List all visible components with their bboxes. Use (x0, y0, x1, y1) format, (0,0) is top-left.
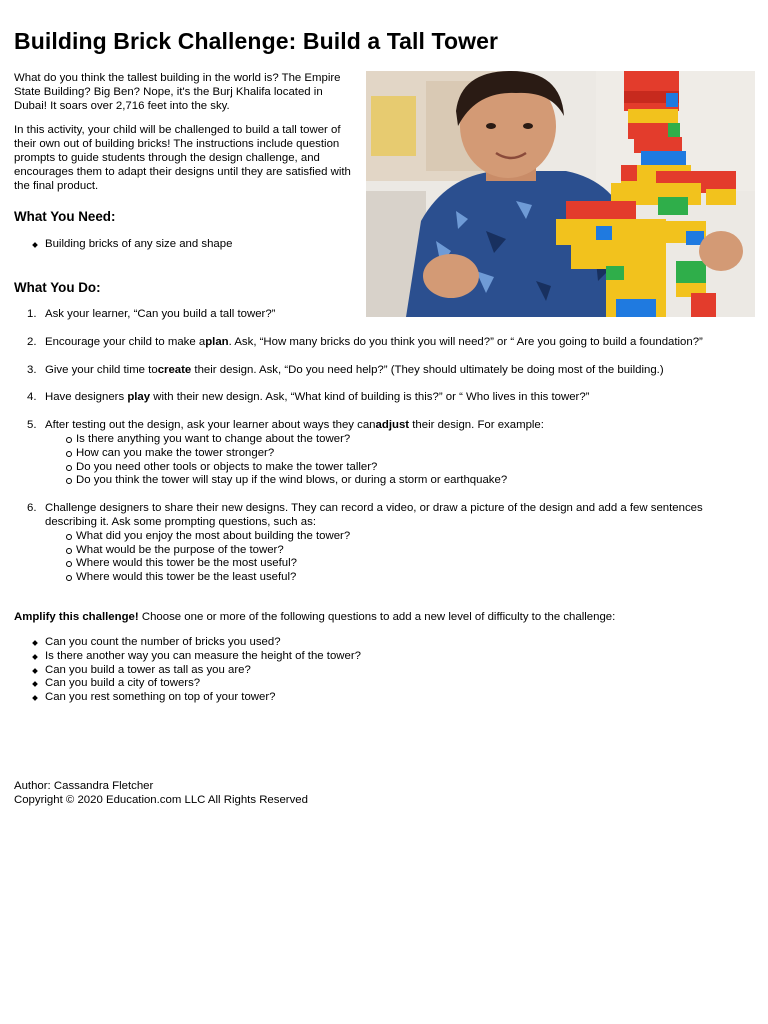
intro-section (14, 72, 354, 204)
step-text-cont: their design. Ask, “Do you need help?” (They should ultimately be doing most of the building.) (191, 363, 664, 376)
step-text: Encourage your child to make a (45, 335, 206, 348)
step-text: Give your child time to (45, 363, 158, 376)
amplify-paragraph (14, 611, 615, 625)
step-text-cont: their design. For example: (409, 419, 544, 432)
step-text-cont: with their new design. Ask, “What kind of building is this?” or “ Who lives in this tower?” (150, 391, 590, 404)
list-item: Can you rest something on top of your tower? (45, 691, 361, 705)
list-item: Can you build a city of towers? (45, 677, 361, 691)
amplify-label: Amplify this challenge! (14, 611, 139, 623)
sub-question-list (45, 433, 745, 488)
list-item: Can you count the number of bricks you used? (45, 636, 361, 650)
list-item: Where would this tower be the least useful? (76, 571, 745, 585)
step-item (27, 391, 745, 405)
step-item (27, 363, 745, 378)
step-item (27, 502, 745, 585)
step-keyword: plan (205, 335, 229, 348)
author-line: Author: Cassandra Fletcher (14, 780, 154, 792)
materials-list (45, 238, 232, 252)
step-item (27, 308, 745, 322)
list-item: What would be the purpose of the tower? (76, 544, 745, 558)
step-item (27, 419, 745, 488)
step-number: 5. (27, 419, 37, 432)
step-number: 1. (27, 308, 37, 320)
what-you-need-heading: What You Need: (14, 209, 116, 224)
step-number: 6. (27, 502, 37, 515)
step-text: Have designers (45, 391, 128, 404)
page-title: Building Brick Challenge: Build a Tall Tower (14, 28, 499, 54)
what-you-do-heading: What You Do: (14, 280, 101, 295)
list-item: How can you make the tower stronger? (76, 447, 745, 461)
intro-paragraph-1: What do you think the tallest building in the world is? The Empire State Building? Big Ben? Nope, it's the Burj Khalifa located in Dubai! It soars over 2,716 feet into the sky. (14, 72, 341, 112)
list-item: What did you enjoy the most about building the tower? (76, 530, 745, 544)
step-keyword: adjust (375, 419, 410, 432)
step-number: 2. (27, 335, 37, 348)
amplify-list (45, 636, 361, 705)
step-text-cont: . Ask, “How many bricks do you think you will need?” or “ Are you going to build a foundation?” (228, 335, 703, 348)
list-item: Do you need other tools or objects to make the tower taller? (76, 461, 745, 475)
step-keyword: play (127, 391, 151, 404)
list-item: Is there anything you want to change about the tower? (76, 433, 745, 447)
step-item (27, 335, 745, 350)
step-text: Challenge designers to share their new designs. They can record a video, or draw a picture of the design and add a few sentences describing it. Ask some prompting questions, such as: (45, 502, 703, 528)
list-item: Do you think the tower will stay up if the wind blows, or during a storm or earthquake? (76, 474, 745, 488)
step-number: 4. (27, 391, 37, 404)
amplify-text: Choose one or more of the following questions to add a new level of difficulty to the challenge: (138, 611, 616, 623)
list-item: Building bricks of any size and shape (45, 238, 233, 250)
step-number: 3. (27, 363, 37, 376)
copyright-line: Copyright © 2020 Education.com LLC All Rights Reserved (14, 794, 308, 806)
step-keyword: create (157, 363, 192, 376)
sub-question-list (45, 530, 745, 585)
steps-list (27, 308, 745, 599)
footer (14, 779, 308, 807)
list-item: Where would this tower be the most useful? (76, 557, 745, 571)
intro-paragraph-2: In this activity, your child will be challenged to build a tall tower of their own out of building bricks! The instructions include question prompts to guide students through the design challenge, and encourages them to adapt their designs until they are satisfied with the final product. (14, 124, 351, 192)
list-item: Can you build a tower as tall as you are? (45, 664, 361, 678)
child-building-tower-photo (366, 71, 755, 317)
list-item: Is there another way you can measure the height of the tower? (45, 649, 361, 662)
step-text: After testing out the design, ask your learner about ways they can (45, 419, 376, 432)
step-text: Ask your learner, “Can you build a tall tower?” (45, 308, 276, 320)
